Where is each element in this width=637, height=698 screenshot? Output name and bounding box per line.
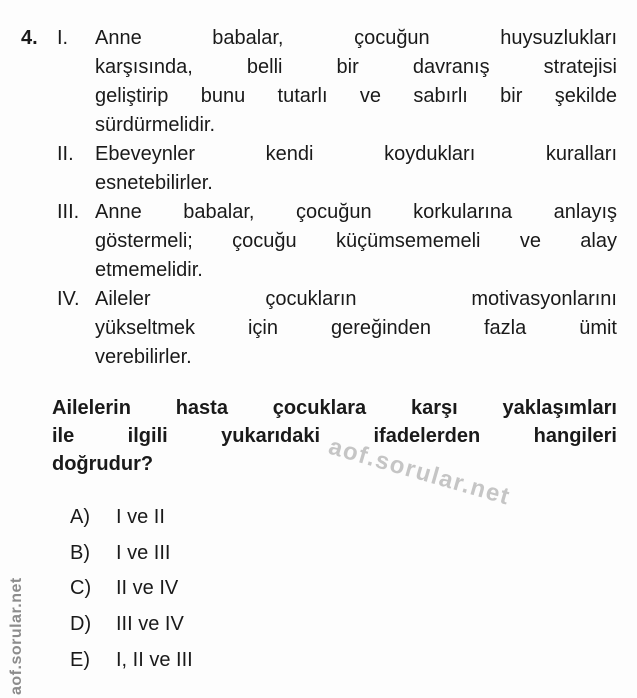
option-text: II ve IV [116,577,179,600]
statement-line: geliştirip bunu tutarlı ve sabırlı bir şekilde [95,85,617,107]
option-label: E) [70,648,90,671]
statement-numeral: IV. [57,288,80,310]
statement-line: Aileler çocukların motivasyonlarını [95,288,617,310]
answer-option [70,571,470,607]
statement-lines [95,140,617,198]
statement-line: sürdürmelidir. [95,114,216,136]
statement-line: karşısında, belli bir davranış stratejisi [95,56,617,78]
statement-numeral: II. [57,143,74,165]
statement-line: Ebeveynler kendi koydukları kuralları [95,143,617,165]
statement-line: Anne babalar, çocuğun huysuzlukları [95,27,617,49]
statement-line: yükseltmek için gereğinden fazla ümit [95,317,617,339]
statement-lines [95,24,617,140]
answer-option [70,500,470,536]
question-stem [52,394,617,478]
statement-list [57,24,617,372]
stem-line: ile ilgili yukarıdaki ifadelerden hangileri [52,425,617,447]
statement-line: Anne babalar, çocuğun korkularına anlayış [95,201,617,223]
option-label: D) [70,613,92,636]
statement-lines [95,285,617,372]
option-label: B) [70,541,90,564]
option-label: A) [70,506,90,528]
statement-line: göstermeli; çocuğu küçümsememeli ve alay [95,230,617,252]
statement-line: etmemelidir. [95,259,203,281]
answer-option [70,536,470,572]
option-text: I ve II [116,506,165,528]
options-list [70,500,470,679]
statement-line: verebilirler. [95,346,192,368]
answer-option [70,607,470,643]
statement-lines [95,198,617,285]
answer-option [70,643,470,679]
statement-item [57,24,617,140]
option-text: I, II ve III [116,648,193,671]
statement-item [57,140,617,198]
watermark-vertical: aof.sorular.net [8,577,25,695]
option-text: I ve III [116,541,171,564]
stem-line: Ailelerin hasta çocuklara karşı yaklaşımları [52,397,617,419]
watermark-diagonal: aof.sorular.net [325,433,514,511]
statement-numeral: III. [57,201,80,223]
statement-item [57,285,617,372]
stem-line: doğrudur? [52,453,154,475]
statement-item [57,198,617,285]
question-number: 4. [21,27,38,49]
statement-numeral: I. [57,27,69,49]
statement-line: esnetebilirler. [95,172,213,194]
option-text: III ve IV [116,613,184,636]
option-label: C) [70,577,92,600]
